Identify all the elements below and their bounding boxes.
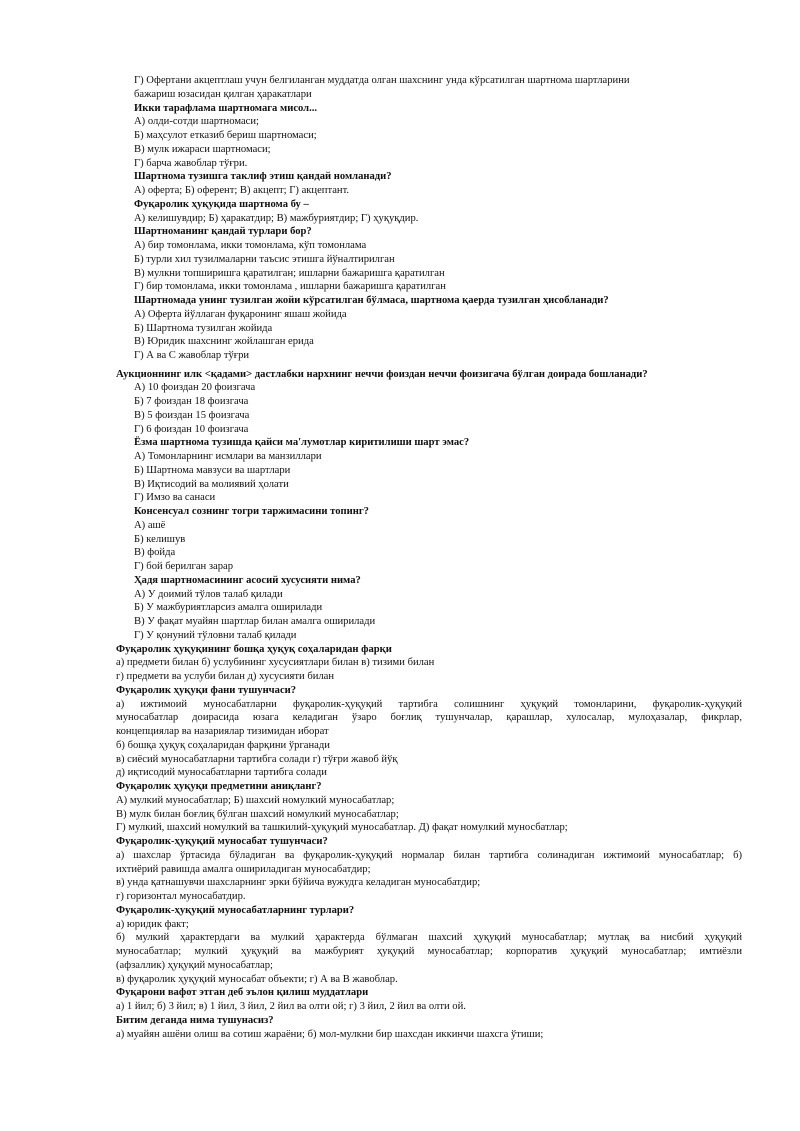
answer-line: Г) Имзо ва санаси (134, 492, 216, 504)
answer-line: Б) турли хил тузилмаларни таъсис этишга йўналтирилган (134, 253, 395, 265)
answer-line: В) мулк ижараси шартномаси; (134, 143, 271, 155)
answer-line: Г) А ва С жавоблар тўғри (134, 350, 250, 361)
answer-line: в) унда қатнашувчи шахсларнинг эрки бўйича вужудга келадиган муносабатдир; (116, 877, 481, 889)
question-heading: Аукционнинг илк <қадами> дастлабки нархнинг неччи фоиздан неччи фоизигача бўлган доирада бошланади? (116, 368, 648, 380)
answer-line: В) мулк билан боғлиқ бўлган шахсий номулкий муносабатлар; (116, 808, 399, 820)
answer-line: концепциялар ва назариялар тизимидан иборат (116, 726, 329, 737)
answer-line: Б) У мажбуриятларсиз амалга оширилади (134, 602, 323, 614)
question-heading: Шартнома тузишга таклиф этиш қандай номланади? (134, 171, 392, 183)
answer-line: ихтиёрий равишда амалга ошириладиган муносабатдир; (116, 863, 371, 875)
answer-line: А) келишувдир; Б) ҳаракатдир; В) мажбуриятдир; Г) ҳуқуқдир. (134, 212, 419, 224)
answer-line: Б) маҳсулот етказиб бериш шартномаси; (134, 130, 317, 141)
answer-line: бажариш юзасидан қилган ҳаракатлари (134, 88, 312, 100)
answer-line: В) Иқтисодий ва молиявий ҳолати (134, 478, 289, 490)
answer-line: А) Оферта йўллаган фуқаронинг яшаш жойида (134, 308, 347, 320)
answer-line: муносабатлар доирасида юзага келадиган ўзаро боғлиқ тушунчалар, қарашлар, хулосалар, мулоҳазалар, фикрлар, (116, 712, 742, 724)
answer-line: А) Томонларнинг исмлари ва манзиллари (134, 451, 322, 462)
answer-line: А) олди-сотди шартномаси; (134, 116, 259, 128)
answer-line: в) фуқаролик ҳуқуқий муносабат объекти; г) А ва В жавоблар. (116, 973, 398, 985)
question-heading: Битим деганда нима тушунасиз? (116, 1014, 274, 1026)
answer-line: а) предмети билан б) услубининг хусусиятлари билан в) тизими билан (116, 657, 435, 669)
answer-line: А) оферта; Б) оферент; В) акцепт; Г) акцептант. (134, 185, 350, 196)
question-heading: Фуқаролик ҳуқуқи фани тушунчаси? (116, 684, 297, 696)
question-heading: Фуқаролик ҳуқуқининг бошқа ҳуқуқ соҳаларидан фарқи (116, 643, 392, 655)
answer-line: а) 1 йил; б) 3 йил; в) 1 йил, 3 йил, 2 йил ва олти ой; г) 3 йил, 2 йил ва олти ой. (116, 1001, 466, 1012)
answer-line: муносабатлар; мулкий ҳуқуқий ва мажбурият ҳуқуқий муносабатлар; корпоратив ҳуқуқий муносабатлар; имтиёзли (116, 946, 742, 957)
answer-line: а) юридик факт; (116, 918, 189, 930)
answer-line: б) мулкий ҳарактердаги ва мулкий ҳарактерда бўлмаган шахсий ҳуқуқий муносабатлар; мутлақ ва нисбий ҳуқуқий (116, 932, 742, 944)
answer-line: Г) Офертани акцептлаш учун белгиланган муддатда олган шахснинг унда кўрсатилган шартнома шартларини (134, 75, 630, 86)
answer-line: Б) Шартнома тузилган жойида (134, 322, 273, 334)
question-block-civil-law (116, 643, 742, 1042)
answer-line: Г) бир томонлама, икки томонлама , ишларни бажаришга қаратилган (134, 281, 446, 293)
question-heading: Фуқаролик-ҳуқуқий муносабатларнинг турлари? (116, 904, 355, 916)
answer-line: г) предмети ва услуби билан д) хусусияти билан (116, 671, 335, 682)
answer-line: Г) У қонуний тўловни талаб қилади (134, 629, 297, 641)
answer-line: А) ашё (134, 519, 166, 531)
answer-line: а) ижтимоий муносабатларни фуқаролик-ҳуқуқий тартибга солишнинг ҳуқуқий томонларини, фуқаролик-ҳуқуқий (116, 698, 742, 710)
answer-line: в) сиёсий муносабатларни тартибга солади г) тўғри жавоб йўқ (116, 753, 398, 765)
answer-line: а) шахслар ўртасида бўладиган ва фуқаролик-ҳуқуқий нормалар билан тартибга солинадиган ижтимоий муносабатлар; б) (116, 849, 742, 861)
question-heading: Фуқаролик ҳуқуқида шартнома бу – (134, 198, 309, 210)
answer-line: В) 5 фоиздан 15 фоизгача (134, 409, 250, 421)
answer-line: Г) 6 фоиздан 10 фоизгача (134, 423, 249, 435)
answer-line: Г) бой берилган зарар (134, 561, 234, 572)
answer-line: д) иқтисодий муносабатларни тартибга солади (116, 767, 327, 779)
answer-line: В) У фақат муайян шартлар билан амалга оширилади (134, 616, 376, 627)
question-auction-heading (116, 368, 742, 382)
question-block-contracts (134, 74, 744, 363)
answer-line: А) бир томонлама, икки томонлама, кўп томонлама (134, 240, 367, 251)
answer-line: В) Юридик шахснинг жойлашган ерида (134, 336, 314, 348)
question-heading: Шартномада унинг тузилган жойи кўрсатилган бўлмаса, шартнома қаерда тузилган ҳисобланади? (134, 295, 609, 306)
question-heading: Ёзма шартнома тузишда қайси ма'лумотлар киритилиши шарт эмас? (134, 437, 470, 449)
answer-line: Б) Шартнома мавзуси ва шартлари (134, 464, 291, 476)
question-heading: Консенсуал сознинг тогри таржимасини топинг? (134, 506, 369, 517)
question-heading: Фуқарони вафот этган деб эълон қилиш муддатлари (116, 987, 369, 999)
answer-line: а) муайян ашёни олиш ва сотиш жараёни; б) мол-мулкни бир шахсдан иккинчи шахсга ўтиши; (116, 1028, 544, 1040)
answer-line: Г) барча жавоблар тўғри. (134, 157, 248, 169)
answer-line: б) бошқа ҳуқуқ соҳаларидан фарқини ўрганади (116, 739, 330, 751)
question-heading: Фуқаролик ҳуқуқи предметини аниқланг? (116, 781, 322, 792)
question-heading: Фуқаролик-ҳуқуқий муносабат тушунчаси? (116, 836, 328, 847)
question-block-auction-answers (134, 381, 744, 642)
answer-line: Б) 7 фоиздан 18 фоизгача (134, 396, 249, 407)
answer-line: Б) келишув (134, 533, 186, 545)
answer-line: г) горизонтал муносабатдир. (116, 891, 246, 902)
answer-line: (афзаллик) ҳуқуқий муносабатлар; (116, 959, 273, 971)
question-heading: Ҳадя шартномасининг асосий хусусияти нима? (134, 574, 361, 586)
question-heading: Шартноманинг қандай турлари бор? (134, 226, 312, 238)
answer-line: В) мулкни топширишга қаратилган; ишларни бажаришга қаратилган (134, 267, 445, 279)
answer-line: Г) мулкий, шахсий номулкий ва ташкилий-ҳуқуқий муносабатлар. Д) фақат номулкий муносбатлар; (116, 822, 568, 834)
answer-line: А) 10 фоиздан 20 фоизгача (134, 382, 256, 394)
question-heading: Икки тарафлама шартномага мисол... (134, 102, 318, 114)
answer-line: А) У доимий тўлов талаб қилади (134, 588, 283, 600)
answer-line: В) фойда (134, 547, 176, 559)
answer-line: А) мулкий муносабатлар; Б) шахсий номулкий муносабатлар; (116, 794, 395, 806)
